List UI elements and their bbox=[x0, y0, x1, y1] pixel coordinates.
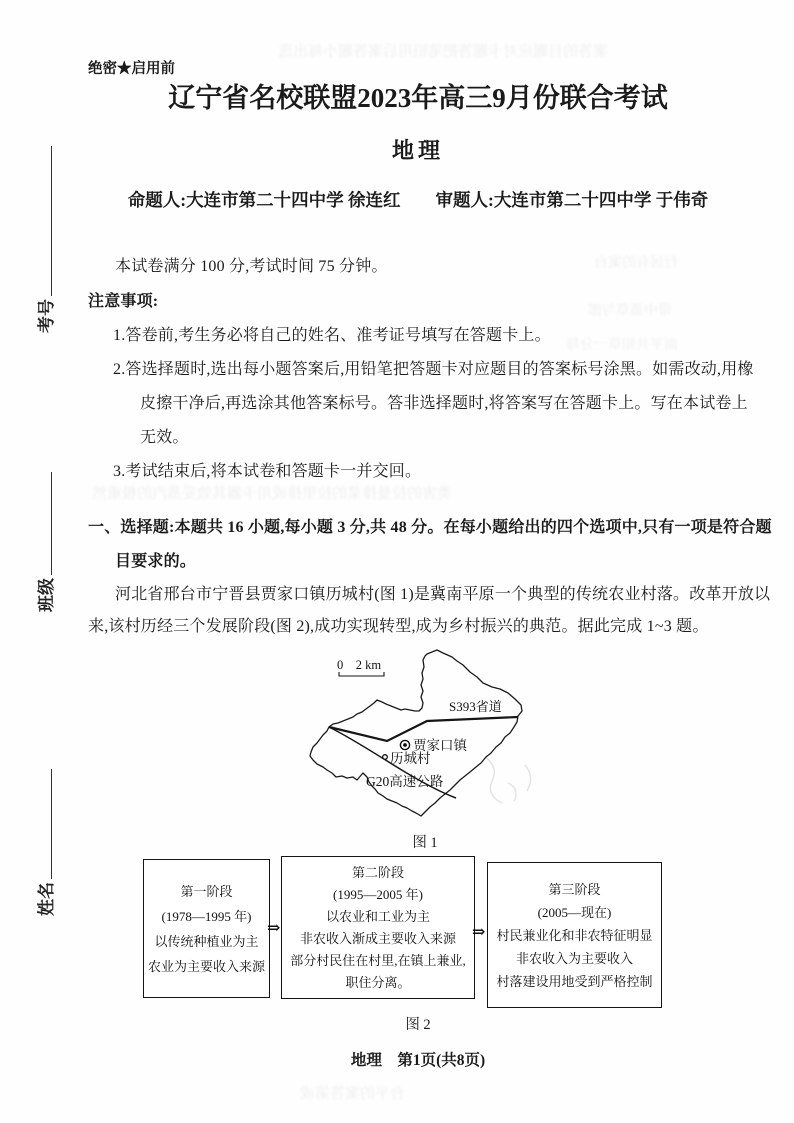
stage3-line: 村民兼业化和非农特征明显 bbox=[496, 927, 653, 943]
bleedthrough-artifact: 台平的案答第或 bbox=[300, 1086, 406, 1102]
stage3-box bbox=[487, 862, 662, 1008]
stage1-line: 以传统种植业为主 bbox=[154, 933, 259, 949]
stage2-line: 部分村民住在村里,在镇上兼业, bbox=[290, 952, 466, 968]
bleedthrough-artifact: 类害的拉曼排菜的拉里排或用卡器其效妥蒸汽的极重然 bbox=[92, 486, 453, 502]
bleedthrough-artifact: 面平共知草一分每 bbox=[566, 338, 678, 353]
stage2-line: 职住分离。 bbox=[345, 974, 411, 990]
notice-item-1: 1.答卷前,考生务必将自己的姓名、准考证号填写在答题卡上。 bbox=[113, 327, 551, 344]
exam-summary-line: 本试卷满分 100 分,考试时间 75 分钟。 bbox=[115, 258, 388, 275]
margin-exam-no-field bbox=[32, 146, 57, 333]
bleedthrough-artifact: 案答的目题应对卡题答把笔铅用后案答题小每出选 bbox=[278, 44, 609, 60]
notice-item-2-line1: 2.答选择题时,选出每小题答案后,用铅笔把答题卡对应题目的答案标号涂黑。如需改动,用橡 bbox=[113, 361, 754, 378]
stage3-line: 村落建设用地受到严格控制 bbox=[496, 973, 653, 989]
village-marker-icon bbox=[383, 755, 388, 760]
stage2-box bbox=[281, 856, 475, 999]
stage2-line: 第二阶段 bbox=[351, 864, 404, 880]
scale-bar bbox=[339, 672, 384, 676]
flow-arrow-icon: ⇒ bbox=[267, 920, 281, 937]
exam-no-label: 考号 bbox=[37, 299, 56, 333]
s393-road-label: S393省道 bbox=[449, 699, 502, 714]
class-label: 班级 bbox=[37, 578, 56, 612]
section1-heading-line2: 目要求的。 bbox=[115, 553, 197, 570]
stage2-line: 非农收入渐成主要收入来源 bbox=[299, 930, 456, 946]
bleedthrough-artifact bbox=[485, 757, 531, 803]
stage1-line: 第一阶段 bbox=[180, 883, 233, 899]
figure1-map bbox=[280, 645, 570, 823]
figure1-caption: 图 1 bbox=[412, 835, 438, 851]
stage2-line: (1995—2005 年) bbox=[333, 886, 423, 902]
scale-bar-label: 0 2 km bbox=[337, 658, 382, 672]
page-title: 辽宁省名校联盟2023年高三9月份联合考试 bbox=[168, 83, 668, 113]
figure1-map-container bbox=[280, 645, 570, 852]
bleedthrough-artifact: 带中蒸草与郎 bbox=[588, 304, 672, 319]
stage1-line: 农业为主要收入来源 bbox=[147, 958, 265, 974]
section1-heading-line1: 一、选择题:本题共 16 小题,每小题 3 分,共 48 分。在每小题给出的四个选项中,只有一项是符合题 bbox=[88, 519, 772, 536]
margin-name-field bbox=[32, 769, 57, 916]
page-footer: 地理 第1页(共8页) bbox=[350, 1052, 486, 1069]
town-label: 贾家口镇 bbox=[413, 738, 467, 753]
margin-class-field bbox=[32, 472, 57, 612]
stage3-line: 第三阶段 bbox=[548, 881, 601, 897]
town-marker-dot-icon bbox=[403, 743, 407, 747]
stage3-line: 非农收入为主要收入 bbox=[515, 950, 633, 966]
figure2-flow-diagram bbox=[143, 856, 663, 1008]
question-stem-line2: 来,该村历经三个发展阶段(图 2),成功实现转型,成为乡村振兴的典范。据此完成 1~3 题。 bbox=[88, 618, 709, 635]
name-blank-line bbox=[39, 769, 52, 879]
bleedthrough-artifact: 行居有的案台 bbox=[594, 256, 678, 271]
stage1-box bbox=[143, 859, 270, 998]
figure2-caption: 图 2 bbox=[405, 1017, 431, 1033]
stage3-line: (2005—现在) bbox=[537, 904, 612, 920]
stage1-line: (1978—1995 年) bbox=[161, 908, 252, 924]
question-stem-line1: 河北省邢台市宁晋县贾家口镇历城村(图 1)是冀南平原一个典型的传统农业村落。改革开放以 bbox=[115, 586, 771, 603]
name-label: 姓名 bbox=[37, 882, 56, 916]
g20-road-label: G20高速公路 bbox=[366, 774, 444, 789]
notice-item-2-line3: 无效。 bbox=[140, 429, 189, 446]
village-label: 历城村 bbox=[390, 751, 431, 766]
secrecy-label: 绝密★启用前 bbox=[88, 61, 175, 77]
stage2-line: 以农业和工业为主 bbox=[325, 908, 430, 924]
class-blank-line bbox=[39, 472, 52, 575]
notice-heading: 注意事项: bbox=[88, 293, 159, 310]
subject-title: 地理 bbox=[391, 138, 444, 163]
notice-item-3: 3.考试结束后,将本试卷和答题卡一并交回。 bbox=[113, 463, 422, 480]
flow-arrow-icon: ⇒ bbox=[472, 924, 486, 941]
notice-item-2-line2: 皮擦干净后,再选涂其他答案标号。答非选择题时,将答案写在答题卡上。写在本试卷上 bbox=[140, 395, 748, 412]
exam-no-blank-line bbox=[39, 146, 52, 296]
setters-line: 命题人:大连市第二十四中学 徐连红 审题人:大连市第二十四中学 于伟奇 bbox=[127, 190, 709, 210]
